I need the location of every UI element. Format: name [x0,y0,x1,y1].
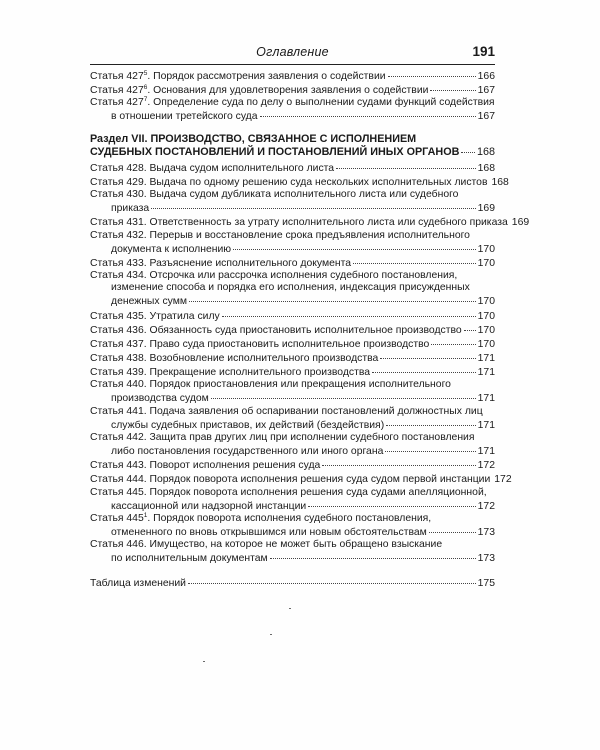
toc-page-number: 172 [477,500,495,512]
dot-leader [431,335,475,345]
article-prefix: Статья 427 [90,71,144,82]
dot-leader [151,199,475,209]
toc-line [90,201,495,215]
toc-text: Статья 439. Прекращение исполнительного производства [90,367,371,379]
table-of-contents [90,69,530,590]
dot-leader [211,389,476,399]
toc-page-number: 171 [477,353,495,364]
dot-leader [222,307,476,317]
toc-text: службы судебных приставов, их действий (бездействия) [111,419,385,431]
toc-entry [90,539,495,565]
toc-text: по исполнительным документам [111,553,268,565]
toc-line [90,418,495,432]
toc-text: документа к исполнению [111,243,232,255]
toc-line [90,472,512,486]
toc-page-number: 170 [477,338,495,350]
dot-leader [429,523,476,533]
toc-page-number: 172 [494,474,512,486]
toc-entry [90,215,530,229]
section-title-line2: СУДЕБНЫХ ПОСТАНОВЛЕНИЙ И ПОСТАНОВЛЕНИЙ ИНЫХ ОРГАНОВ [90,146,460,159]
toc-line [90,458,495,472]
toc-text: Статья $427^6$. Основания для удовлетворения заявления о содействии [90,84,429,97]
toc-line [90,83,495,97]
scan-speck [289,608,291,609]
toc-page-number: 171 [477,367,495,379]
toc-line [90,256,495,270]
toc-text: Статья 440. Порядок приостановления или прекращения исполнительного [90,379,451,391]
dot-leader [430,81,475,91]
toc-text: денежных сумм [111,296,188,308]
toc-page-number: 171 [477,419,495,431]
dot-leader [386,416,476,426]
toc-page-number: 169 [511,217,530,229]
dot-leader [464,321,476,331]
dot-leader [353,254,476,264]
toc-line [90,175,509,189]
toc-page-number: 170 [477,296,495,308]
dot-leader [385,442,475,452]
toc-text: Статья 444. Порядок поворота исполнения решения суда судом первой инстанции [90,474,491,486]
toc-page-number: 168 [491,176,509,188]
toc-line [90,309,495,323]
toc-text: Статья 434. Отсрочка или рассрочка исполнения судебного постановления, [90,270,458,282]
header-rule [90,64,495,65]
dot-leader [260,107,476,117]
toc-entry [90,432,495,458]
article-superscript: 6 [143,84,148,92]
toc-entry [90,379,495,405]
toc-line [90,576,495,590]
toc-line [90,109,495,123]
toc-page-number: 170 [477,257,495,269]
toc-text: Статья 428. Выдача судом исполнительного листа [90,162,335,174]
toc-entry [90,513,495,539]
toc-text: Статья 443. Поворот исполнения решения суда [90,460,321,472]
toc-line [90,365,495,379]
toc-text: Статья 433. Разъяснение исполнительного документа [90,257,352,269]
toc-page-number: 172 [477,460,495,472]
toc-page-number: 170 [477,310,495,322]
toc-text: Статья $427^5$. Порядок рассмотрения заявления о содействии [90,70,386,82]
dot-leader [336,159,476,169]
toc-text: приказа [111,203,150,215]
toc-text: Статья $445^1$. Порядок поворота исполнения судебного постановления, [90,511,432,524]
toc-page-number: 166 [477,71,495,82]
toc-text: Статья 442. Защита прав других лиц при исполнении судебного постановления [90,431,475,443]
toc-text: Статья $427^7$. Определение суда по делу о выполнении судами функций содействия [90,96,495,109]
toc-entry [90,161,495,175]
toc-line [90,145,495,159]
toc-line [90,551,495,565]
toc-entry [90,365,495,379]
toc-text-rest: Порядок рассмотрения заявления о содействии [153,71,386,82]
toc-text: Статья 438. Возобновление исполнительного производства [90,353,379,364]
toc-entry [90,189,495,215]
toc-text: Статья 430. Выдача судом дубликата исполнительного листа или судебного [90,189,459,201]
toc-text: отмененного по вновь открывшимся или новым обстоятельствам [111,527,427,539]
toc-page-number: 171 [477,393,495,405]
scan-speck [203,661,205,662]
section-heading [90,133,495,159]
toc-line [90,499,495,513]
page-title: Оглавление [256,45,329,59]
toc-page-number: 170 [477,324,495,336]
dot-leader [372,363,476,373]
toc-text-rest: Порядок поворота исполнения судебного постановления, [153,512,432,524]
scan-speck [270,634,272,635]
article-superscript: 5 [143,70,148,77]
toc-text: Статья 437. Право суда приостановить исполнительное производство [90,338,430,350]
toc-entry [90,487,495,513]
toc-text: Статья 446. Имущество, на которое не может быть обращено взыскание [90,539,443,551]
dot-leader [270,549,476,559]
toc-page-number: 175 [477,577,495,589]
dot-leader [189,292,476,302]
toc-text: производства судом [111,393,209,405]
running-header [90,44,495,64]
toc-page-number: 167 [477,111,495,123]
dot-leader [461,143,475,153]
toc-page-number: 169 [477,203,495,215]
toc-text-rest: Определение суда по делу о выполнении судами функций содействия [153,97,495,109]
toc-text: кассационной или надзорной инстанции [111,500,307,512]
toc-text: Статья 429. Выдача по одному решению суда нескольких исполнительных листов [90,176,488,188]
dot-leader [188,574,476,584]
page-number: 191 [472,44,495,59]
dot-leader [322,456,475,466]
toc-text: изменение способа и порядка его исполнения, индексация присужденных [111,282,470,294]
toc-page-number: 171 [477,446,495,458]
article-superscript: 1 [143,511,148,519]
toc-text: Таблица изменений [90,577,186,589]
toc-text: Статья 435. Утратила силу [90,310,220,322]
toc-text: Статья 432. Перерыв и восстановление срока предъявления исполнительного [90,229,470,241]
dot-leader [388,67,476,77]
section-title-line1: Раздел VII. ПРОИЗВОДСТВО, СВЯЗАННОЕ С ИСПОЛНЕНИЕМ [90,132,417,145]
toc-page-number: 170 [477,243,495,255]
toc-page-number: 168 [476,146,495,159]
dot-leader [308,497,475,507]
toc-entry [90,458,495,472]
toc-page-number: 168 [477,162,495,174]
toc-entry [90,83,495,97]
toc-entry [90,406,495,432]
toc-page-number: 167 [477,85,495,97]
toc-text: либо постановления государственного или иного органа [111,446,384,458]
dot-leader [233,240,476,250]
toc-line [90,525,495,539]
toc-entry [90,270,495,308]
toc-entry [90,175,509,189]
toc-line [90,270,495,282]
toc-entry [90,256,495,270]
toc-line [90,391,495,405]
article-prefix: Статья 427 [90,85,144,97]
toc-text: Статья 431. Ответственность за утрату исполнительного листа или судебного приказа [90,217,508,229]
toc-line [90,215,530,229]
toc-entry [90,309,495,323]
toc-text: Статья 441. Подача заявления об оспаривании постановлений должностных лиц [90,405,483,417]
toc-entry [90,472,512,486]
toc-text: в отношении третейского суда [111,111,258,123]
toc-entry [90,230,495,256]
toc-entry [90,97,495,123]
toc-page-number: 173 [477,527,495,539]
toc-text: Статья 445. Порядок поворота исполнения решения суда судами апелляционной, [90,486,487,498]
toc-text-rest: Основания для удовлетворения заявления о содействии [153,85,429,97]
toc-line [90,161,495,175]
article-prefix: Статья 445 [90,512,144,524]
toc-text: Статья 436. Обязанность суда приостановить исполнительное производство [90,324,462,336]
article-superscript: 7 [143,96,148,104]
toc-page-number: 173 [477,553,495,565]
table-of-changes-entry [90,576,495,590]
article-prefix: Статья 427 [90,97,144,109]
dot-leader [380,349,475,359]
